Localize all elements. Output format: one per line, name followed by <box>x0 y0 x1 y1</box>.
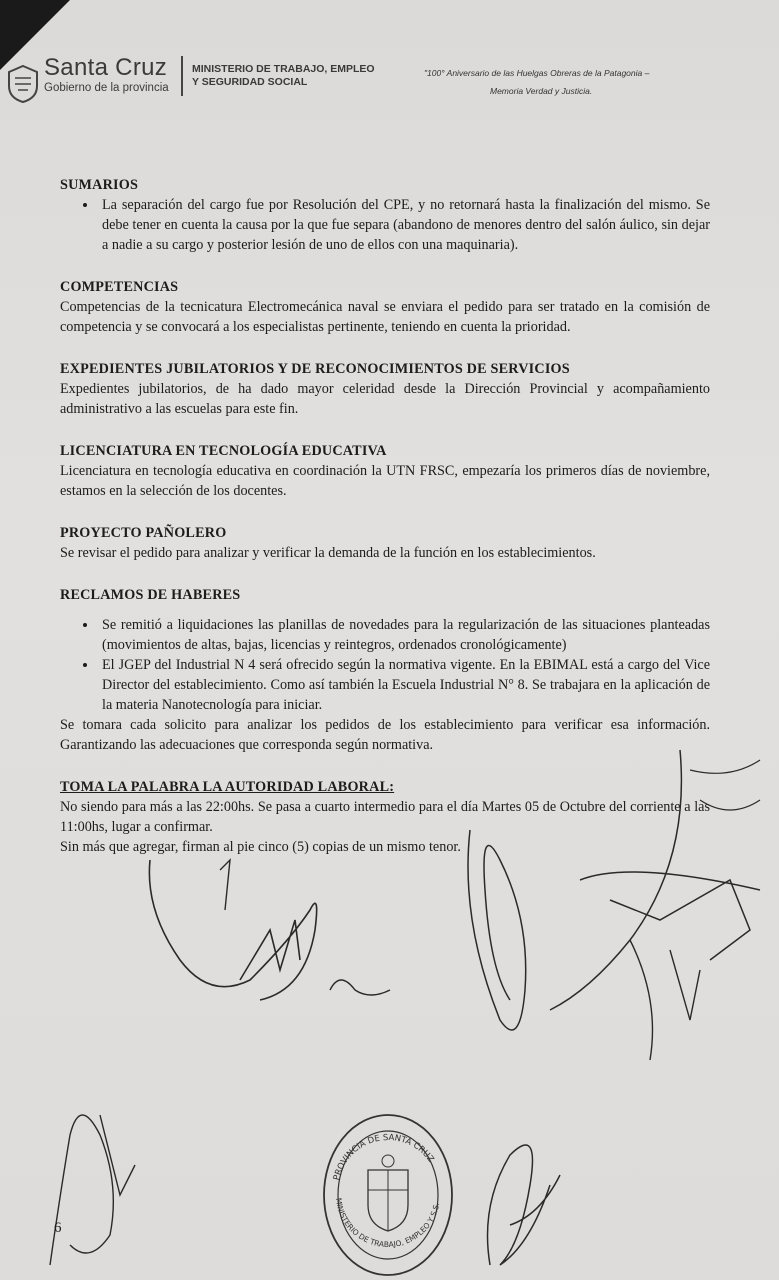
bullet-list <box>60 195 710 255</box>
section-competencias <box>60 277 710 337</box>
brand-subtitle: Gobierno de la provincia <box>44 82 169 94</box>
list-item: • Se remitió a liquidaciones las planillas de novedades para la regularización de las situaciones planteadas (movimientos de altas, bajas, licencias y reintegros, ordenados cronológicamente) <box>98 615 710 655</box>
section-title: EXPEDIENTES JUBILATORIOS Y DE RECONOCIMIENTOS DE SERVICIOS <box>60 361 570 377</box>
page-number: 6 <box>54 1220 62 1236</box>
brand-block <box>44 54 169 94</box>
official-seal <box>318 1095 458 1280</box>
section-title: LICENCIATURA EN TECNOLOGÍA EDUCATIVA <box>60 443 387 459</box>
section-reclamos <box>60 585 710 755</box>
closing-line: Sin más que agregar, firman al pie cinco (5) copias de un mismo tenor. <box>60 839 461 855</box>
paragraph: Expedientes jubilatorios, de ha dado mayor celeridad desde la Dirección Provincial y acompañamiento administrativo a las escuelas para este fin. <box>60 381 710 417</box>
ministry-line-2: Y SEGURIDAD SOCIAL <box>192 76 308 88</box>
svg-text:MINISTERIO DE TRABAJO, EMPLEO: MINISTERIO DE TRABAJO, EMPLEO Y S.S. <box>334 1197 442 1250</box>
signature-4 <box>470 1125 570 1275</box>
paragraph: Se tomara cada solicito para analizar los pedidos de los establecimiento para verificar esa información. Garantizando las adecuaciones que corresponda según normativa. <box>60 717 710 753</box>
paragraph: Licenciatura en tecnología educativa en coordinación la UTN FRSC, empezaría los primeros días de noviembre, estamos en la selección de los docentes. <box>60 463 710 499</box>
anniversary-text: "100° Aniversario de las Huelgas Obreras de la Patagonia – <box>424 68 650 78</box>
paragraph: No siendo para más a las 22:00hs. Se pasa a cuarto intermedio para el día Martes 05 de Octubre del corriente a las 11:00hs, lugar a confirmar. <box>60 799 710 835</box>
header-divider <box>181 56 183 96</box>
ministry-line-1: MINISTERIO DE TRABAJO, EMPLEO <box>192 63 375 75</box>
motto-text: Memoria Verdad y Justicia. <box>490 86 593 96</box>
paragraph: Se revisar el pedido para analizar y verificar la demanda de la función en los establecimientos. <box>60 545 596 561</box>
section-title: TOMA LA PALABRA LA AUTORIDAD LABORAL: <box>60 779 395 795</box>
paragraph: Competencias de la tecnicatura Electromecánica naval se enviara el pedido para ser tratado en la comisión de competencia y se convocará a los especialistas pertinente, teniendo en cuenta la prioridad. <box>60 299 710 335</box>
section-licenciatura <box>60 441 710 501</box>
section-sumarios <box>60 175 710 255</box>
province-emblem-icon <box>6 64 40 104</box>
section-panolero <box>60 523 710 563</box>
brand-name: Santa Cruz <box>44 54 168 81</box>
svg-text:PROVINCIA DE SANTA CRUZ: PROVINCIA DE SANTA CRUZ <box>332 1132 436 1182</box>
signature-1 <box>140 850 430 1020</box>
section-title: RECLAMOS DE HABERES <box>60 587 241 603</box>
section-title: COMPETENCIAS <box>60 279 179 295</box>
list-item: • El JGEP del Industrial N 4 será ofrecido según la normativa vigente. En la EBIMAL está a cargo del Vice Director del establecimiento. Como así también la Escuela Industrial N° 8. Se trabajara en la aplicación de la materia Nanotecnología para iniciar. <box>98 655 710 715</box>
section-title: PROYECTO PAÑOLERO <box>60 525 227 541</box>
list-item: • La separación del cargo fue por Resolución del CPE, y no retornará hasta la finalización del mismo. Se debe tener en cuenta la causa por la que fue separa (abandono de menores dentro del salón áulico, sin dejar a nadie a su cargo y posterior lesión de uno de ellos con una maquinaria). <box>98 195 710 255</box>
bullet-list <box>60 615 710 715</box>
signature-2 <box>430 740 770 1070</box>
ministry-name <box>192 63 375 89</box>
section-title: SUMARIOS <box>60 177 139 193</box>
section-expedientes <box>60 359 710 419</box>
signature-3 <box>40 1075 160 1275</box>
